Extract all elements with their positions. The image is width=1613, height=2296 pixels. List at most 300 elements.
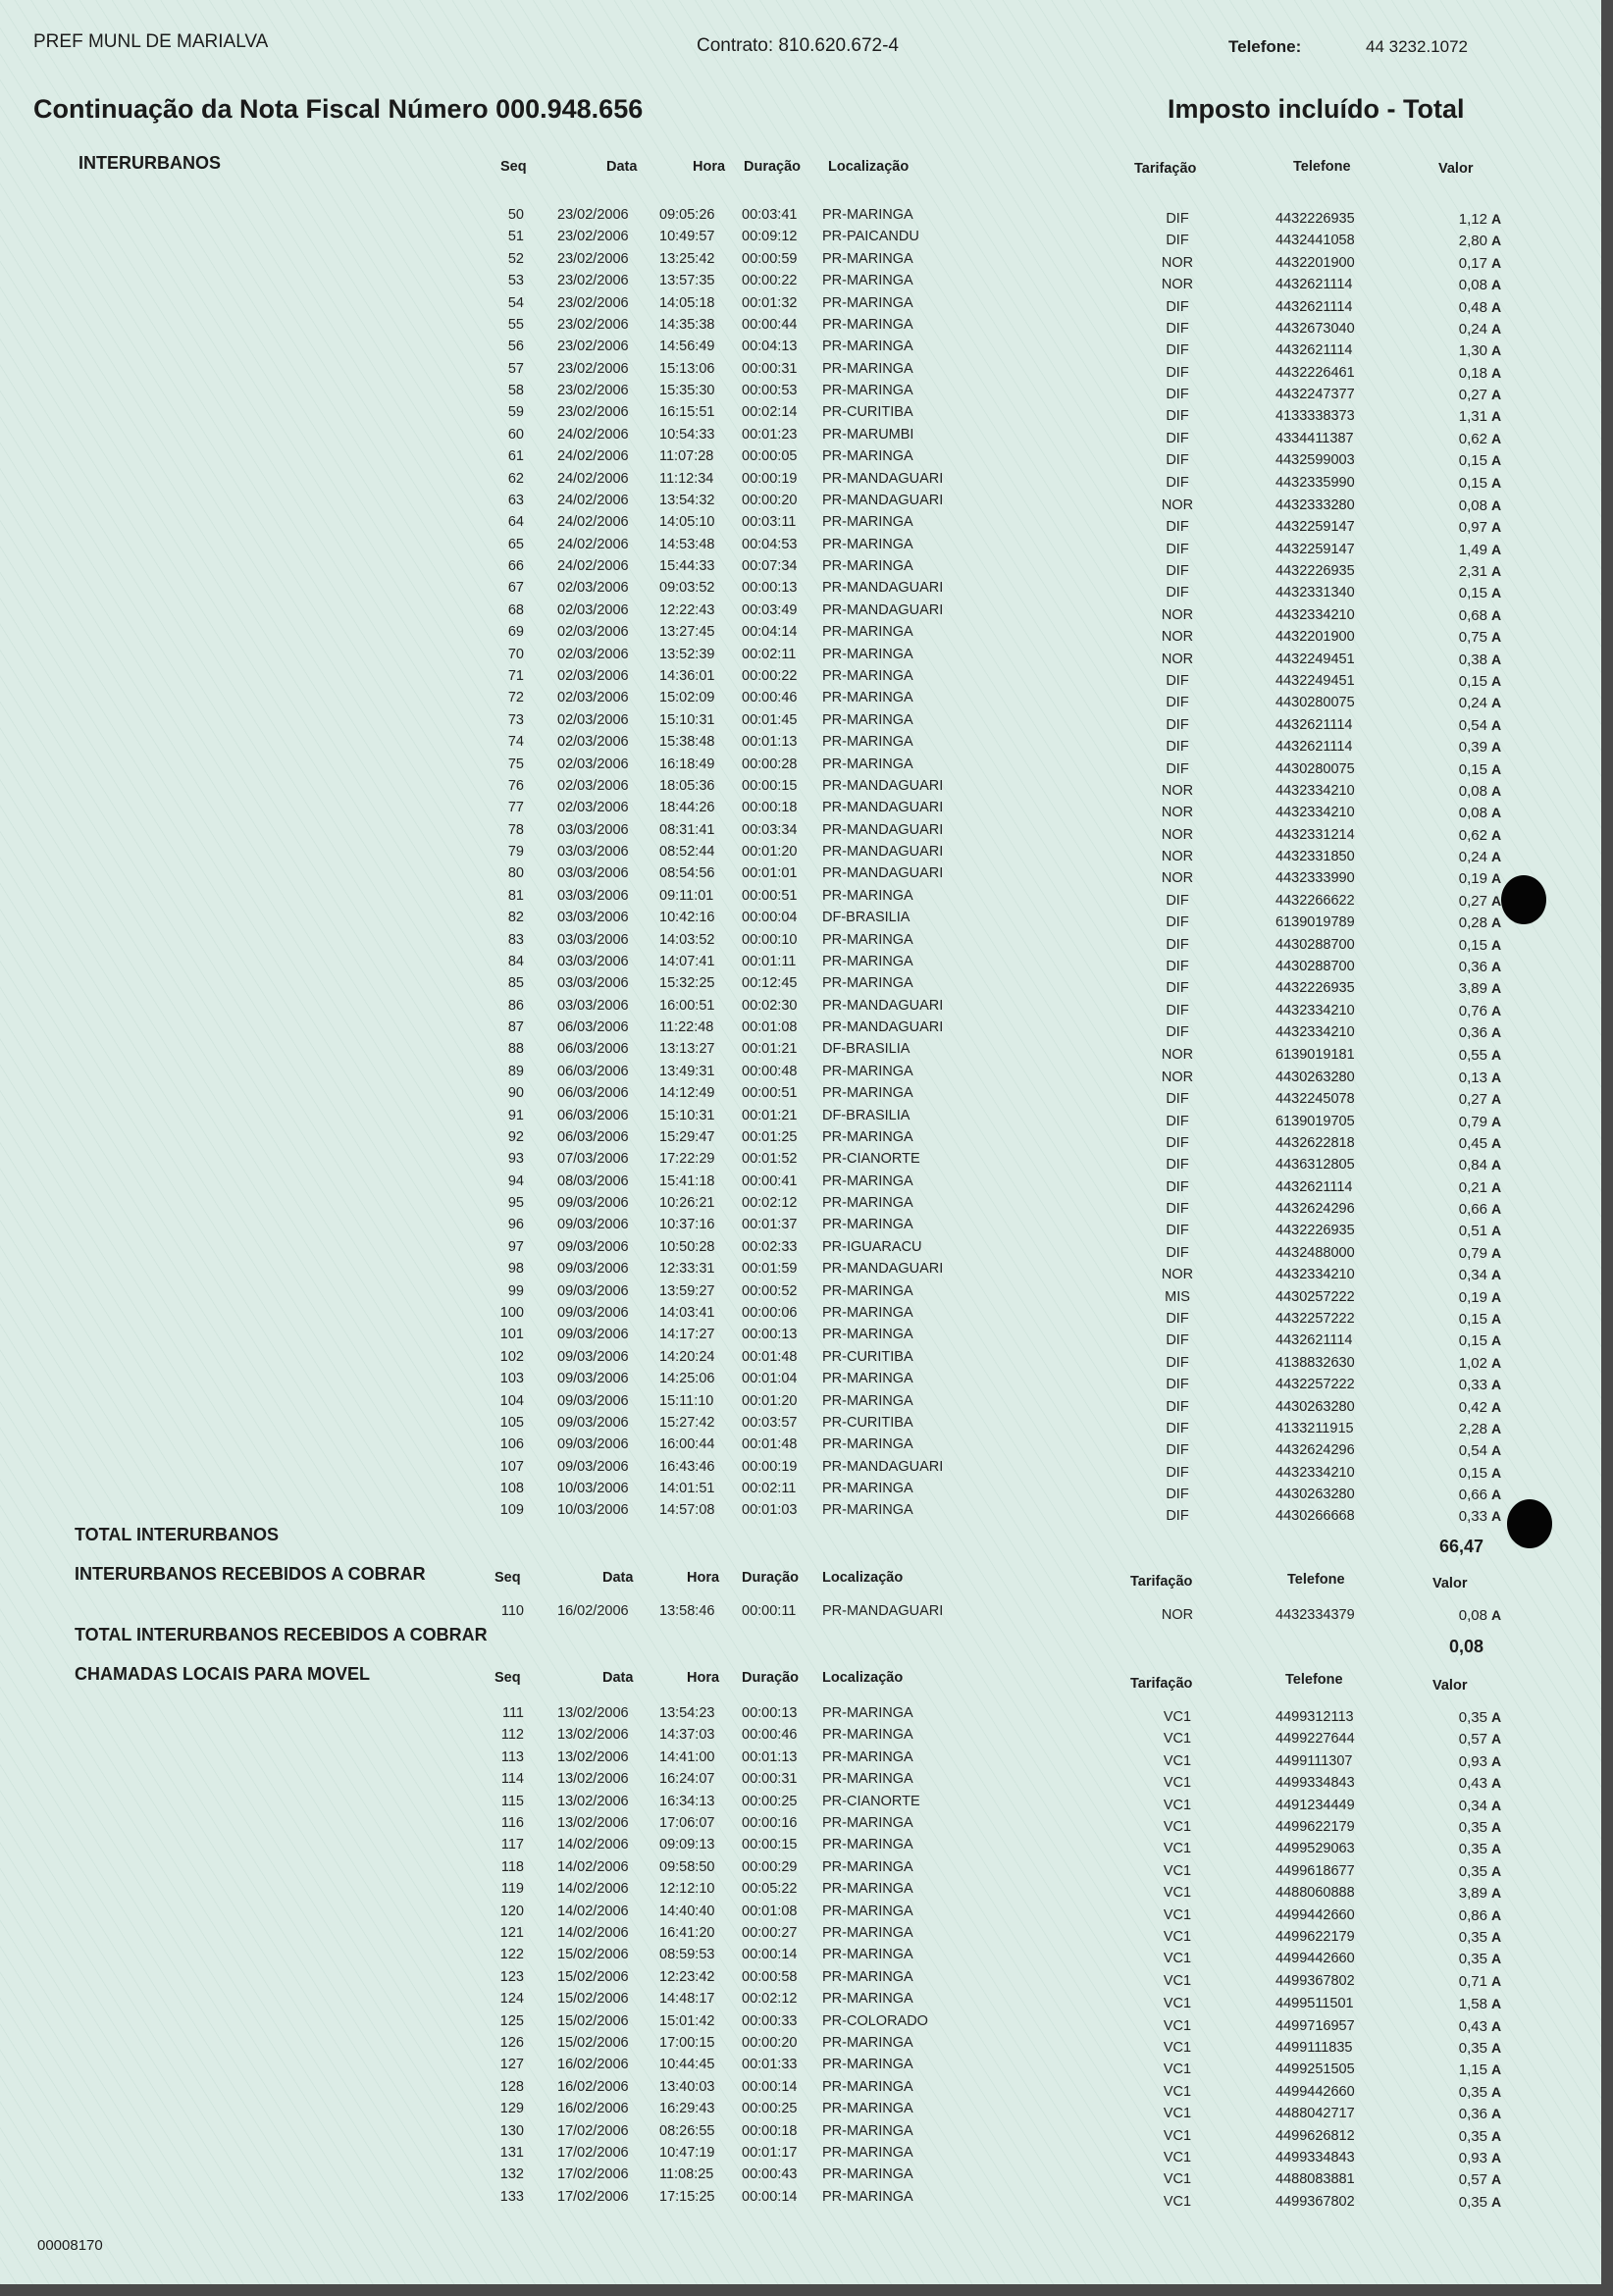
duration-cell: 00:00:06 <box>742 1305 798 1321</box>
tariff-cell: DIF <box>1166 695 1189 711</box>
date-cell: 15/02/2006 <box>557 1968 629 1985</box>
phone-cell: 4499111307 <box>1275 1752 1353 1769</box>
location-cell: PR-MARINGA <box>822 360 913 377</box>
location-cell: PR-MARINGA <box>822 2078 913 2095</box>
col-tariff: Tarifação <box>1134 161 1197 177</box>
duration-cell: 00:01:20 <box>742 1392 798 1409</box>
tariff-cell: NOR <box>1161 629 1194 646</box>
date-cell: 13/02/2006 <box>557 1727 629 1744</box>
date-cell: 17/02/2006 <box>557 2122 629 2139</box>
municipality-name: PREF MUNL DE MARIALVA <box>33 31 269 52</box>
seq-cell: 99 <box>507 1282 524 1299</box>
table-row <box>0 1705 1601 1727</box>
value-cell: 2,28 <box>1458 1420 1487 1437</box>
seq-cell: 73 <box>507 711 524 728</box>
value-cell: 0,66 <box>1458 1487 1487 1504</box>
phone-cell: 4432622818 <box>1275 1134 1355 1151</box>
section-title: INTERURBANOS RECEBIDOS A COBRAR <box>75 1564 426 1584</box>
location-cell: PR-MARINGA <box>822 1727 913 1744</box>
table-row <box>0 1837 1601 1858</box>
tariff-cell: VC1 <box>1163 1797 1192 1813</box>
seq-cell: 104 <box>499 1392 524 1409</box>
value-cell: 0,15 <box>1458 452 1487 470</box>
tariff-cell: VC1 <box>1163 1775 1192 1792</box>
value-cell: 0,86 <box>1458 1906 1487 1924</box>
date-cell: 06/03/2006 <box>557 1041 629 1058</box>
phone-cell: 4499622179 <box>1275 1929 1355 1945</box>
date-cell: 23/02/2006 <box>557 383 629 399</box>
duration-cell: 00:00:48 <box>742 1063 798 1079</box>
date-cell: 16/02/2006 <box>557 2101 629 2117</box>
col-location: Localização <box>828 159 910 175</box>
table-row <box>0 251 1601 273</box>
flag-cell: A <box>1491 629 1502 646</box>
table-row <box>0 624 1601 646</box>
phone-cell: 4432334210 <box>1275 1464 1355 1481</box>
tariff-cell: DIF <box>1166 1508 1189 1525</box>
value-cell: 0,15 <box>1458 760 1487 778</box>
table-row <box>0 229 1601 250</box>
date-cell: 02/03/2006 <box>557 646 629 662</box>
seq-cell: 130 <box>499 2122 524 2139</box>
value-cell: 0,71 <box>1458 1972 1487 1990</box>
value-cell: 0,38 <box>1458 651 1487 668</box>
location-cell: PR-MARINGA <box>822 1705 913 1721</box>
duration-cell: 00:09:12 <box>742 229 798 245</box>
punch-hole-mark <box>1507 1499 1552 1548</box>
flag-cell: A <box>1491 1709 1502 1725</box>
value-cell: 1,49 <box>1458 541 1487 558</box>
tariff-cell: NOR <box>1161 1267 1194 1283</box>
time-cell: 15:41:18 <box>659 1173 715 1189</box>
location-cell: PR-MANDAGUARI <box>822 844 944 861</box>
flag-cell: A <box>1491 298 1502 315</box>
date-cell: 23/02/2006 <box>557 273 629 289</box>
duration-cell: 00:00:31 <box>742 360 798 377</box>
table-row <box>0 361 1601 383</box>
seq-cell: 121 <box>499 1925 524 1941</box>
flag-cell: A <box>1491 233 1502 249</box>
location-cell: PR-MARINGA <box>822 1085 913 1102</box>
value-cell: 0,93 <box>1458 1752 1487 1770</box>
flag-cell: A <box>1491 1442 1502 1459</box>
col-location: Localização <box>822 1670 904 1686</box>
phone-cell: 4432331214 <box>1275 826 1355 843</box>
duration-cell: 00:00:58 <box>742 1968 798 1985</box>
date-cell: 02/03/2006 <box>557 580 629 597</box>
value-cell: 0,57 <box>1458 2171 1487 2189</box>
time-cell: 17:00:15 <box>659 2035 715 2051</box>
duration-cell: 00:03:34 <box>742 821 798 838</box>
date-cell: 03/03/2006 <box>557 887 629 904</box>
flag-cell: A <box>1491 541 1502 557</box>
date-cell: 09/03/2006 <box>557 1436 629 1453</box>
col-location: Localização <box>822 1570 904 1586</box>
tariff-cell: NOR <box>1161 254 1194 271</box>
table-row <box>0 1393 1601 1415</box>
duration-cell: 00:00:52 <box>742 1282 798 1299</box>
flag-cell: A <box>1491 1157 1502 1174</box>
flag-cell: A <box>1491 2061 1502 2078</box>
tariff-cell: DIF <box>1166 1487 1189 1503</box>
location-cell: PR-MARINGA <box>822 953 913 969</box>
table-row <box>0 1771 1601 1793</box>
duration-cell: 00:03:11 <box>742 514 797 531</box>
date-cell: 24/02/2006 <box>557 536 629 552</box>
table-row <box>0 1859 1601 1881</box>
table-row <box>0 558 1601 580</box>
value-cell: 0,75 <box>1458 629 1487 647</box>
table-row <box>0 975 1601 997</box>
seq-cell: 107 <box>499 1458 524 1475</box>
duration-cell: 00:03:49 <box>742 601 798 618</box>
seq-cell: 117 <box>500 1837 524 1853</box>
location-cell: PR-MANDAGUARI <box>822 580 944 597</box>
location-cell: PR-MANDAGUARI <box>822 800 944 816</box>
duration-cell: 00:00:53 <box>742 383 798 399</box>
duration-cell: 00:01:08 <box>742 1903 798 1919</box>
phone-cell: 4499716957 <box>1275 2017 1355 2034</box>
date-cell: 07/03/2006 <box>557 1151 629 1168</box>
value-cell: 0,13 <box>1458 1069 1487 1086</box>
flag-cell: A <box>1491 782 1502 799</box>
tariff-cell: VC1 <box>1163 1996 1192 2012</box>
phone-cell: 4432226461 <box>1275 364 1355 381</box>
location-cell: PR-MANDAGUARI <box>822 1603 944 1619</box>
flag-cell: A <box>1491 2017 1502 2034</box>
flag-cell: A <box>1491 1091 1502 1108</box>
flag-cell: A <box>1491 2106 1502 2122</box>
date-cell: 09/03/2006 <box>557 1305 629 1321</box>
flag-cell: A <box>1491 1775 1502 1792</box>
time-cell: 09:11:01 <box>659 887 714 904</box>
date-cell: 09/03/2006 <box>557 1327 629 1343</box>
location-cell: PR-MARINGA <box>822 383 913 399</box>
date-cell: 06/03/2006 <box>557 1107 629 1123</box>
tariff-cell: NOR <box>1161 1047 1194 1064</box>
time-cell: 13:25:42 <box>659 250 715 267</box>
tariff-cell: DIF <box>1166 1464 1189 1481</box>
date-cell: 09/03/2006 <box>557 1238 629 1255</box>
phone-cell: 4430266668 <box>1275 1508 1355 1525</box>
flag-cell: A <box>1491 1906 1502 1923</box>
time-cell: 14:40:40 <box>659 1903 715 1919</box>
flag-cell: A <box>1491 1332 1502 1349</box>
table-row <box>0 954 1601 975</box>
table-row <box>0 1195 1601 1217</box>
value-cell: 0,35 <box>1458 1951 1487 1968</box>
col-value: Valor <box>1432 1576 1468 1592</box>
col-tariff: Tarifação <box>1130 1676 1193 1692</box>
total-label: TOTAL INTERURBANOS RECEBIDOS A COBRAR <box>75 1625 488 1644</box>
date-cell: 02/03/2006 <box>557 800 629 816</box>
location-cell: PR-MARINGA <box>822 1858 913 1875</box>
flag-cell: A <box>1491 474 1502 491</box>
duration-cell: 00:00:27 <box>742 1925 798 1941</box>
location-cell: PR-MARINGA <box>822 887 913 904</box>
time-cell: 08:59:53 <box>659 1947 715 1963</box>
flag-cell: A <box>1491 1731 1502 1748</box>
seq-cell: 122 <box>499 1947 524 1963</box>
flag-cell: A <box>1491 672 1502 689</box>
flag-cell: A <box>1491 849 1502 865</box>
value-cell: 0,15 <box>1458 1311 1487 1328</box>
seq-cell: 91 <box>507 1107 524 1123</box>
phone-cell: 4430263280 <box>1275 1069 1355 1085</box>
flag-cell: A <box>1491 1288 1502 1305</box>
value-cell: 1,31 <box>1458 408 1487 426</box>
flag-cell: A <box>1491 211 1502 227</box>
value-cell: 0,35 <box>1458 2193 1487 2211</box>
value-cell: 1,30 <box>1458 342 1487 360</box>
location-cell: PR-MANDAGUARI <box>822 601 944 618</box>
flag-cell: A <box>1491 1178 1502 1195</box>
table-row <box>0 427 1601 448</box>
tariff-cell: DIF <box>1166 1113 1189 1129</box>
seq-cell: 70 <box>507 646 524 662</box>
flag-cell: A <box>1491 958 1502 974</box>
seq-cell: 108 <box>499 1481 524 1497</box>
col-phone: Telefone <box>1285 1672 1343 1688</box>
time-cell: 15:35:30 <box>659 383 715 399</box>
date-cell: 16/02/2006 <box>557 2078 629 2095</box>
time-cell: 08:52:44 <box>659 844 715 861</box>
time-cell: 13:40:03 <box>659 2078 715 2095</box>
tariff-cell: VC1 <box>1163 2150 1192 2166</box>
value-cell: 0,15 <box>1458 672 1487 690</box>
table-row <box>0 2145 1601 2166</box>
page-code: 00008170 <box>37 2237 103 2254</box>
phone-cell: 4432621114 <box>1275 342 1353 359</box>
table-row <box>0 1502 1601 1524</box>
date-cell: 09/03/2006 <box>557 1282 629 1299</box>
phone-cell: 4432334210 <box>1275 1024 1355 1041</box>
phone-cell: 6139019181 <box>1275 1047 1355 1064</box>
phone-cell: 4432621114 <box>1275 298 1353 315</box>
seq-cell: 53 <box>507 273 524 289</box>
value-cell: 0,08 <box>1458 496 1487 514</box>
flag-cell: A <box>1491 1929 1502 1945</box>
value-cell: 0,33 <box>1458 1508 1487 1526</box>
date-cell: 03/03/2006 <box>557 910 629 926</box>
flag-cell: A <box>1491 342 1502 359</box>
tariff-cell: DIF <box>1166 980 1189 997</box>
value-cell: 0,39 <box>1458 739 1487 757</box>
location-cell: PR-MARINGA <box>822 339 913 355</box>
tariff-cell: VC1 <box>1163 1819 1192 1835</box>
flag-cell: A <box>1491 364 1502 381</box>
phone-cell: 4432441058 <box>1275 233 1355 249</box>
phone-cell: 4499442660 <box>1275 1906 1355 1923</box>
value-cell: 0,76 <box>1458 1002 1487 1019</box>
value-cell: 1,58 <box>1458 1996 1487 2013</box>
tariff-cell: DIF <box>1166 1201 1189 1218</box>
value-cell: 0,55 <box>1458 1047 1487 1065</box>
value-cell: 0,27 <box>1458 387 1487 404</box>
value-cell: 0,48 <box>1458 298 1487 316</box>
flag-cell: A <box>1491 980 1502 997</box>
time-cell: 15:44:33 <box>659 558 715 575</box>
date-cell: 02/03/2006 <box>557 690 629 706</box>
time-cell: 14:37:03 <box>659 1727 715 1744</box>
table-row <box>0 910 1601 931</box>
seq-cell: 81 <box>507 887 524 904</box>
date-cell: 15/02/2006 <box>557 1947 629 1963</box>
time-cell: 14:01:51 <box>659 1481 715 1497</box>
time-cell: 13:49:31 <box>659 1063 715 1079</box>
time-cell: 15:10:31 <box>659 711 715 728</box>
date-cell: 23/02/2006 <box>557 316 629 333</box>
date-cell: 09/03/2006 <box>557 1392 629 1409</box>
date-cell: 02/03/2006 <box>557 601 629 618</box>
seq-cell: 50 <box>507 207 524 223</box>
phone-cell: 4432334210 <box>1275 805 1355 821</box>
phone-cell: 4430280075 <box>1275 760 1355 777</box>
time-cell: 15:27:42 <box>659 1414 715 1431</box>
time-cell: 08:31:41 <box>659 821 715 838</box>
table-row <box>0 2123 1601 2145</box>
date-cell: 03/03/2006 <box>557 931 629 948</box>
value-cell: 0,68 <box>1458 606 1487 624</box>
value-cell: 0,27 <box>1458 1091 1487 1109</box>
flag-cell: A <box>1491 1885 1502 1902</box>
tariff-cell: VC1 <box>1163 2171 1192 2188</box>
tariff-cell: DIF <box>1166 563 1189 580</box>
phone-cell: 4432621114 <box>1275 716 1353 733</box>
table-row <box>0 1925 1601 1947</box>
duration-cell: 00:00:31 <box>742 1771 798 1788</box>
value-cell: 0,17 <box>1458 254 1487 272</box>
tariff-cell: VC1 <box>1163 1906 1192 1923</box>
location-cell: PR-MARINGA <box>822 1903 913 1919</box>
location-cell: PR-MARINGA <box>822 514 913 531</box>
table-row <box>0 1459 1601 1481</box>
location-cell: PR-MANDAGUARI <box>822 470 944 487</box>
location-cell: PR-MARINGA <box>822 931 913 948</box>
phone-cell: 4499334843 <box>1275 1775 1355 1792</box>
duration-cell: 00:00:13 <box>742 1705 798 1721</box>
value-cell: 0,35 <box>1458 1709 1487 1726</box>
date-cell: 24/02/2006 <box>557 426 629 443</box>
flag-cell: A <box>1491 2171 1502 2188</box>
tariff-cell: DIF <box>1166 519 1189 536</box>
seq-cell: 85 <box>507 975 524 992</box>
phone-cell: 4432333990 <box>1275 870 1355 887</box>
duration-cell: 00:01:20 <box>742 844 798 861</box>
phone-cell: 4432257222 <box>1275 1311 1355 1327</box>
duration-cell: 00:00:13 <box>742 1327 798 1343</box>
table-row <box>0 734 1601 756</box>
phone-cell: 4488042717 <box>1275 2106 1355 2122</box>
table-row <box>0 1019 1601 1041</box>
location-cell: PR-MARINGA <box>822 1502 913 1519</box>
location-cell: PR-COLORADO <box>822 2012 928 2029</box>
value-cell: 0,93 <box>1458 2150 1487 2166</box>
tariff-cell: VC1 <box>1163 1972 1192 1989</box>
table-row <box>0 404 1601 426</box>
date-cell: 02/03/2006 <box>557 734 629 751</box>
time-cell: 14:56:49 <box>659 339 715 355</box>
seq-cell: 61 <box>507 448 524 465</box>
tariff-cell: DIF <box>1166 1398 1189 1415</box>
table-row <box>0 514 1601 536</box>
value-cell: 1,12 <box>1458 211 1487 228</box>
flag-cell: A <box>1491 387 1502 403</box>
table-row <box>0 1749 1601 1771</box>
location-cell: PR-MANDAGUARI <box>822 777 944 794</box>
table-row <box>0 580 1601 601</box>
date-cell: 03/03/2006 <box>557 821 629 838</box>
duration-cell: 00:00:15 <box>742 777 798 794</box>
table-row <box>0 998 1601 1019</box>
time-cell: 10:54:33 <box>659 426 715 443</box>
location-cell: PR-MARINGA <box>822 536 913 552</box>
tariff-cell: DIF <box>1166 892 1189 909</box>
date-cell: 14/02/2006 <box>557 1881 629 1898</box>
tax-included-title: Imposto incluído - Total <box>1168 94 1465 124</box>
seq-cell: 75 <box>507 756 524 772</box>
table-row <box>0 317 1601 339</box>
seq-cell: 109 <box>499 1502 524 1519</box>
tariff-cell: NOR <box>1161 496 1194 513</box>
duration-cell: 00:01:52 <box>742 1151 798 1168</box>
date-cell: 23/02/2006 <box>557 207 629 223</box>
phone-cell: 4430263280 <box>1275 1398 1355 1415</box>
tariff-cell: DIF <box>1166 1002 1189 1018</box>
tariff-cell: DIF <box>1166 1223 1189 1239</box>
flag-cell: A <box>1491 1464 1502 1481</box>
flag-cell: A <box>1491 739 1502 756</box>
seq-cell: 67 <box>507 580 524 597</box>
phone-cell: 4499626812 <box>1275 2127 1355 2144</box>
table-row <box>0 647 1601 668</box>
duration-cell: 00:04:13 <box>742 339 798 355</box>
table-row <box>0 1415 1601 1436</box>
duration-cell: 00:01:32 <box>742 294 798 311</box>
time-cell: 14:20:24 <box>659 1348 715 1365</box>
seq-cell: 88 <box>507 1041 524 1058</box>
time-cell: 10:50:28 <box>659 1238 715 1255</box>
phone-cell: 4488083881 <box>1275 2171 1355 2188</box>
duration-cell: 00:02:12 <box>742 1991 798 2008</box>
seq-cell: 87 <box>507 1019 524 1036</box>
tariff-cell: NOR <box>1161 1607 1194 1623</box>
date-cell: 10/03/2006 <box>557 1502 629 1519</box>
flag-cell: A <box>1491 320 1502 337</box>
location-cell: PR-MARINGA <box>822 250 913 267</box>
seq-cell: 93 <box>507 1151 524 1168</box>
col-duration: Duração <box>742 1670 800 1686</box>
seq-cell: 69 <box>507 624 524 641</box>
location-cell: PR-MARINGA <box>822 273 913 289</box>
seq-cell: 52 <box>507 250 524 267</box>
phone-cell: 4432259147 <box>1275 519 1355 536</box>
flag-cell: A <box>1491 1244 1502 1261</box>
flag-cell: A <box>1491 1398 1502 1415</box>
tariff-cell: VC1 <box>1163 2193 1192 2210</box>
date-cell: 02/03/2006 <box>557 756 629 772</box>
phone-cell: 4432621114 <box>1275 1178 1353 1195</box>
flag-cell: A <box>1491 2127 1502 2144</box>
table-row <box>0 1041 1601 1063</box>
date-cell: 15/02/2006 <box>557 2012 629 2029</box>
duration-cell: 00:00:22 <box>742 667 798 684</box>
time-cell: 14:48:17 <box>659 1991 715 2008</box>
time-cell: 13:13:27 <box>659 1041 715 1058</box>
time-cell: 13:57:35 <box>659 273 715 289</box>
date-cell: 15/02/2006 <box>557 1991 629 2008</box>
location-cell: PR-MARUMBI <box>822 426 914 443</box>
